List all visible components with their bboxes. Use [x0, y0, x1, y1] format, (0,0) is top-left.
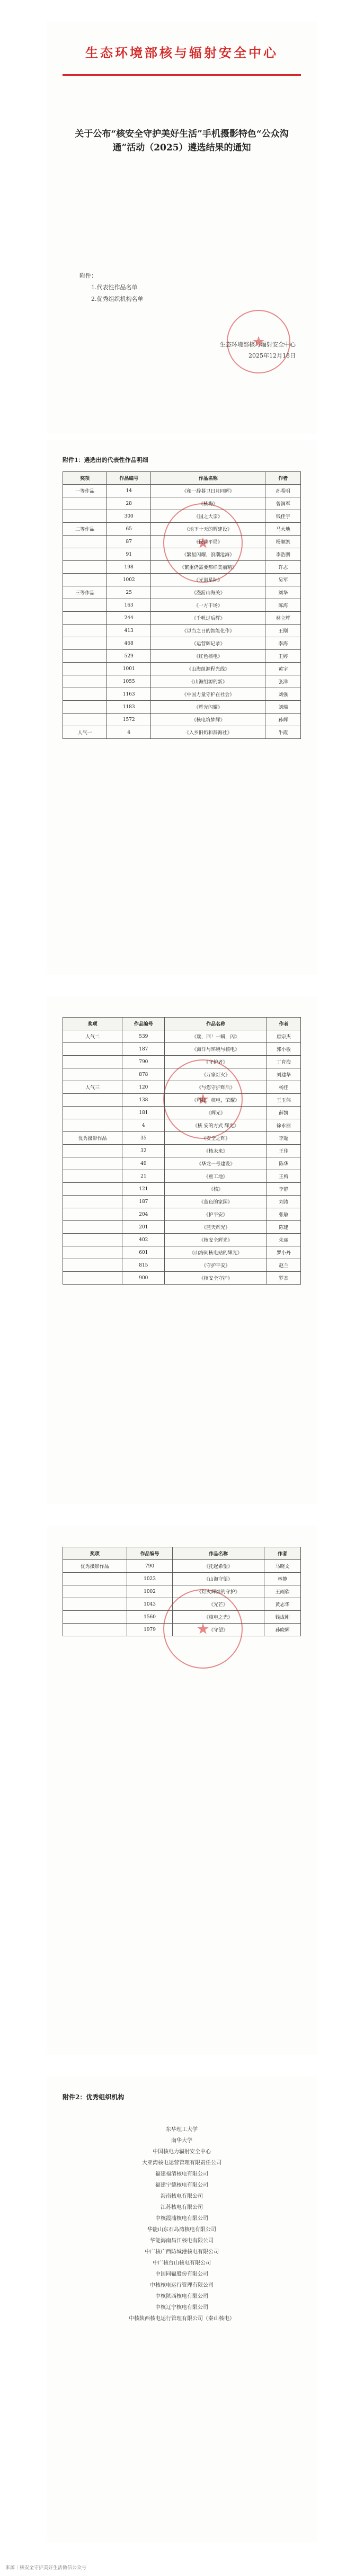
- works-table-2: [63, 1017, 301, 1285]
- col-award: 奖项: [63, 1018, 122, 1030]
- cell-number: 204: [122, 1208, 165, 1221]
- cell-award: [63, 1094, 122, 1107]
- org-item: 华能海南昌江核电有限公司: [150, 2238, 214, 2244]
- col-title: 作品名称: [151, 472, 265, 485]
- table-header-row: [63, 1018, 301, 1030]
- cell-award: [63, 650, 107, 663]
- cell-award: [63, 1585, 127, 1598]
- col-author: 作者: [265, 472, 301, 485]
- cell-title: 《漫游山海关》: [151, 586, 265, 599]
- cell-title: 《核 安的方式 辉光》: [165, 1119, 267, 1132]
- cell-number: 187: [122, 1043, 165, 1056]
- org-item: 中核辽宁核电有限公司: [155, 2305, 208, 2311]
- attachments-list: [79, 270, 144, 305]
- cell-author: 马大地: [265, 523, 301, 536]
- cell-number: 539: [122, 1030, 165, 1043]
- table-row: [63, 637, 301, 650]
- cell-number: 120: [122, 1081, 165, 1094]
- cell-award: [63, 561, 107, 574]
- cell-author: 朱丽: [267, 1234, 300, 1246]
- cell-number: 790: [122, 1056, 165, 1068]
- cell-award: [63, 1598, 127, 1611]
- table-row: [63, 701, 301, 714]
- cell-award: [63, 1068, 122, 1081]
- cell-number: 87: [107, 536, 151, 548]
- cell-title: 《地下十天的辉建设》: [151, 523, 265, 536]
- cell-author: 陈建: [267, 1221, 300, 1234]
- cell-number: 1163: [107, 688, 151, 701]
- table-row: [63, 1560, 301, 1573]
- cell-author: 张敏: [267, 1208, 300, 1221]
- cell-title: 《万家灯火》: [165, 1068, 267, 1081]
- cell-award: [63, 688, 107, 701]
- signature-block: [220, 339, 296, 361]
- org-item: 中广核广西防城港核电有限公司: [145, 2249, 219, 2255]
- cell-title: 《安全之辉》: [165, 1132, 267, 1145]
- table-sheet-3: [47, 1526, 317, 2055]
- cell-award: [63, 1221, 122, 1234]
- table-row: [63, 1221, 301, 1234]
- cell-author: 赵兰: [267, 1259, 300, 1272]
- table-row: [63, 536, 301, 548]
- org-item: 华能山东石岛湾核电有限公司: [147, 2227, 216, 2233]
- cell-award: [63, 663, 107, 675]
- col-author: 作者: [264, 1547, 300, 1560]
- cell-title: 《国之大宗》: [151, 510, 265, 523]
- cell-number: 878: [122, 1068, 165, 1081]
- cell-author: 刘瑞: [265, 701, 301, 714]
- table-row: [63, 586, 301, 599]
- cell-award: 人气二: [63, 1030, 122, 1043]
- cell-author: 吴军: [265, 574, 301, 586]
- table-row: [63, 1208, 301, 1221]
- org-item: 福建宁德核电有限公司: [155, 2182, 208, 2188]
- cell-award: [63, 1043, 122, 1056]
- cell-author: 张洋: [265, 675, 301, 688]
- table-row: [63, 1157, 301, 1170]
- cell-number: 121: [122, 1183, 165, 1196]
- cell-number: 1001: [107, 663, 151, 675]
- table-row: [63, 1624, 301, 1636]
- notice-sheet: [47, 21, 317, 434]
- cell-award: [63, 625, 107, 637]
- col-number: 作品编号: [107, 472, 151, 485]
- cell-award: 一等作品: [63, 485, 107, 497]
- cell-title: 《与您守护辉后》: [165, 1081, 267, 1094]
- table-row: [63, 612, 301, 625]
- cell-number: 244: [107, 612, 151, 625]
- org-item: 东华理工大学: [166, 2127, 198, 2133]
- cell-number: 32: [122, 1145, 165, 1157]
- table-row: [63, 1068, 301, 1081]
- cell-author: 陈华: [267, 1157, 300, 1170]
- attachment-item: 1.代表性作品名单: [91, 284, 138, 291]
- cell-number: 1002: [107, 574, 151, 586]
- table-row: [63, 1170, 301, 1183]
- cell-award: [63, 714, 107, 726]
- cell-title: 《光谱星际》: [151, 574, 265, 586]
- cell-award: [63, 574, 107, 586]
- cell-award: [63, 675, 107, 688]
- cell-award: 三等作品: [63, 586, 107, 599]
- cell-author: 李超: [267, 1132, 300, 1145]
- cell-title: 《蓝天辉光》: [165, 1221, 267, 1234]
- cell-author: 林立辉: [265, 612, 301, 625]
- cell-author: 刘华: [265, 586, 301, 599]
- table-row: [63, 497, 301, 510]
- cell-author: 陈海: [265, 599, 301, 612]
- col-title: 作品名称: [173, 1547, 264, 1560]
- cell-title: 《中国力量守护在社会》: [151, 688, 265, 701]
- table-row: [63, 574, 301, 586]
- cell-author: 罗杰: [267, 1272, 300, 1285]
- table-row: [63, 625, 301, 637]
- cell-award: [63, 1119, 122, 1132]
- cell-number: 402: [122, 1234, 165, 1246]
- cell-number: 65: [107, 523, 151, 536]
- cell-award: 二等作品: [63, 523, 107, 536]
- table-row: [63, 561, 301, 574]
- cell-number: 1560: [127, 1611, 172, 1624]
- orgs-sheet: [47, 2076, 317, 2543]
- org-item: 大亚湾核电运营管理有限责任公司: [142, 2160, 221, 2166]
- cell-author: 曾润军: [265, 497, 301, 510]
- cell-author: 孙辉: [265, 714, 301, 726]
- cell-award: 人气一: [63, 726, 107, 739]
- cell-title: 《灯火辉煌的守护》: [173, 1585, 264, 1598]
- cell-author: 王佳: [267, 1145, 300, 1157]
- source-footer: 来源｜核安全守护美好生活微信公众号: [5, 2565, 87, 2571]
- cell-award: [63, 548, 107, 561]
- table-header-row: [63, 1547, 301, 1560]
- cell-award: [63, 599, 107, 612]
- cell-title: 《千帆过后辉》: [151, 612, 265, 625]
- table-row: [63, 599, 301, 612]
- cell-number: 900: [122, 1272, 165, 1285]
- table-row: [63, 1259, 301, 1272]
- cell-author: 罗小丹: [267, 1246, 300, 1259]
- table-row: [63, 663, 301, 675]
- cell-title: 《重工地》: [165, 1170, 267, 1183]
- table-row: [63, 1094, 301, 1107]
- cell-number: 25: [107, 586, 151, 599]
- cell-title: 《繁重仍需要那样美丽精》: [151, 561, 265, 574]
- cell-number: 49: [122, 1157, 165, 1170]
- cell-title: 《辉光》: [165, 1107, 267, 1119]
- table1-title: 附件1：遴选出的代表性作品明细: [63, 457, 148, 463]
- cell-award: [63, 1183, 122, 1196]
- cell-author: 刘涛: [267, 1196, 300, 1208]
- cell-author: 王梅: [267, 1170, 300, 1183]
- cell-award: [63, 701, 107, 714]
- cell-author: 孙晓辉: [264, 1624, 300, 1636]
- works-table-1-body: [63, 485, 301, 739]
- cell-title: 《核电筑梦辉》: [151, 714, 265, 726]
- signature-date: 2025年12月18日: [248, 352, 296, 359]
- cell-title: 《核电之光》: [173, 1611, 264, 1624]
- cell-title: 《瑞，回！一瞬，闪》: [165, 1030, 267, 1043]
- table-row: [63, 1056, 301, 1068]
- col-award: 奖项: [63, 472, 107, 485]
- cell-title: 《光芒》: [173, 1598, 264, 1611]
- cell-title: 《护平安》: [165, 1208, 267, 1221]
- cell-title: 《华龙一号建设》: [165, 1157, 267, 1170]
- table-row: [63, 675, 301, 688]
- cell-number: 21: [122, 1170, 165, 1183]
- table-row: [63, 523, 301, 536]
- cell-number: 4: [122, 1119, 165, 1132]
- col-number: 作品编号: [127, 1547, 172, 1560]
- table-row: [63, 1611, 301, 1624]
- cell-author: 黄志华: [264, 1598, 300, 1611]
- cell-title: 《和一辞暮卫日月同辉》: [151, 485, 265, 497]
- cell-title: 《山海组源程光线》: [151, 663, 265, 675]
- cell-number: 1043: [127, 1598, 172, 1611]
- table-row: [63, 1573, 301, 1585]
- cell-title: 《守护者》: [165, 1056, 267, 1068]
- cell-number: 35: [122, 1132, 165, 1145]
- works-table-3-body: [63, 1560, 301, 1636]
- cell-author: 王玉伟: [267, 1094, 300, 1107]
- cell-title: 《一方干场》: [151, 599, 265, 612]
- cell-award: [63, 1145, 122, 1157]
- cell-author: 郭小敏: [267, 1043, 300, 1056]
- cell-number: 181: [122, 1107, 165, 1119]
- cell-title: 《山海间核电站的辉光》: [165, 1246, 267, 1259]
- cell-author: 李海: [265, 637, 301, 650]
- cell-award: [63, 510, 107, 523]
- col-number: 作品编号: [122, 1018, 165, 1030]
- cell-author: 丁育海: [267, 1056, 300, 1068]
- cell-title: 《民营平局》: [151, 536, 265, 548]
- org-item: 中广核台山核电有限公司: [153, 2260, 211, 2266]
- cell-award: [63, 1170, 122, 1183]
- cell-number: 300: [107, 510, 151, 523]
- table-row: [63, 1145, 301, 1157]
- cell-title: 《核》: [165, 1183, 267, 1196]
- cell-award: [63, 1107, 122, 1119]
- table-row: [63, 1043, 301, 1056]
- cell-award: [63, 1272, 122, 1285]
- table-row: [63, 714, 301, 726]
- table-row: [63, 1081, 301, 1094]
- cell-award: [63, 536, 107, 548]
- cell-number: 1055: [107, 675, 151, 688]
- cell-author: 钱佳宇: [265, 510, 301, 523]
- cell-number: 14: [107, 485, 151, 497]
- cell-title: 《辉光闪耀》: [151, 701, 265, 714]
- cell-award: 优秀摄影作品: [63, 1132, 122, 1145]
- cell-award: [63, 1573, 127, 1585]
- table-row: [63, 1183, 301, 1196]
- table-row: [63, 1132, 301, 1145]
- cell-author: 王刚: [265, 625, 301, 637]
- cell-author: 王雨欣: [264, 1585, 300, 1598]
- table-header-row: [63, 472, 301, 485]
- table-row: [63, 1107, 301, 1119]
- cell-title: 《红色核电》: [151, 650, 265, 663]
- works-table-2-body: [63, 1030, 301, 1285]
- col-author: 作者: [267, 1018, 300, 1030]
- table-row: [63, 688, 301, 701]
- table-row: [63, 1196, 301, 1208]
- org-item: 中国同辐股份有限公司: [155, 2271, 208, 2277]
- cell-title: 《入乡旧奶和辞海社》: [151, 726, 265, 739]
- cell-number: 815: [122, 1259, 165, 1272]
- table-row: [63, 1246, 301, 1259]
- cell-title: 《海洋与环境与核电》: [165, 1043, 267, 1056]
- table-row: [63, 485, 301, 497]
- cell-title: 《山海守望》: [173, 1573, 264, 1585]
- cell-author: 薛凯: [267, 1107, 300, 1119]
- org-item: 南华大学: [171, 2138, 192, 2144]
- cell-number: 201: [122, 1221, 165, 1234]
- letterhead-rule: [63, 74, 301, 76]
- orgs-heading: 附件2：优秀组织机构: [63, 2093, 125, 2101]
- cell-number: 198: [107, 561, 151, 574]
- cell-award: [63, 1246, 122, 1259]
- cell-author: 王婷: [265, 650, 301, 663]
- cell-title: 《核未来》: [165, 1145, 267, 1157]
- table-row: [63, 1119, 301, 1132]
- cell-author: 马晓文: [264, 1560, 300, 1573]
- cell-author: 杨顺凯: [265, 536, 301, 548]
- cell-title: 《以当之日的智能化作》: [151, 625, 265, 637]
- cell-author: 唐宗杰: [267, 1030, 300, 1043]
- cell-author: 孙希明: [265, 485, 301, 497]
- org-item: 中核陕西核电有限公司: [155, 2294, 208, 2299]
- cell-title: 《蓝色的家园》: [165, 1196, 267, 1208]
- table-row: [63, 726, 301, 739]
- table-row: [63, 510, 301, 523]
- cell-number: 1002: [127, 1585, 172, 1598]
- col-award: 奖项: [63, 1547, 127, 1560]
- table-row: [63, 1030, 301, 1043]
- cell-number: 1572: [107, 714, 151, 726]
- org-item: 中核核电运行管理有限公司: [150, 2283, 214, 2288]
- cell-title: 《科技，核电，荣耀》: [165, 1094, 267, 1107]
- cell-author: 刘强: [265, 688, 301, 701]
- org-item: 中核陕西核电运行管理有限公司（秦山核电）: [129, 2316, 235, 2322]
- col-title: 作品名称: [165, 1018, 267, 1030]
- cell-author: 林静: [264, 1573, 300, 1585]
- cell-number: 413: [107, 625, 151, 637]
- cell-award: [63, 1259, 122, 1272]
- attachments-heading: 附件：: [79, 272, 97, 279]
- cell-title: 《核梅》: [151, 497, 265, 510]
- signature-org: 生态环境部核与辐射安全中心: [220, 341, 296, 348]
- cell-author: 许志: [265, 561, 301, 574]
- works-table-1: [63, 471, 301, 739]
- cell-author: 徐永丽: [267, 1119, 300, 1132]
- notice-title: 关于公布“核安全守护美好生活”手机摄影特色“公众沟通”活动（2025）遴选结果的通知: [75, 129, 289, 153]
- cell-number: 163: [107, 599, 151, 612]
- cell-title: 《托起希望》: [173, 1560, 264, 1573]
- org-item: 中核霞浦核电有限公司: [155, 2216, 208, 2222]
- cell-author: 钱成刚: [264, 1611, 300, 1624]
- table-row: [63, 1234, 301, 1246]
- cell-award: [63, 1157, 122, 1170]
- cell-number: 601: [122, 1246, 165, 1259]
- org-item: 福建福清核电有限公司: [155, 2171, 208, 2177]
- cell-award: [63, 497, 107, 510]
- cell-author: 刘建华: [267, 1068, 300, 1081]
- table-row: [63, 548, 301, 561]
- cell-title: 《守望》: [173, 1624, 264, 1636]
- cell-award: [63, 637, 107, 650]
- works-table-3: [63, 1547, 301, 1636]
- table-row: [63, 1598, 301, 1611]
- org-item: 中国核电力辐射安全中心: [153, 2149, 211, 2155]
- cell-number: 790: [127, 1560, 172, 1573]
- cell-number: 1183: [107, 701, 151, 714]
- cell-number: 4: [107, 726, 151, 739]
- cell-number: 468: [107, 637, 151, 650]
- cell-title: 《运营辉记录》: [151, 637, 265, 650]
- org-item: 海南核电有限公司: [161, 2194, 203, 2199]
- cell-number: 529: [107, 650, 151, 663]
- attachment-item: 2.优秀组织机构名单: [91, 296, 144, 302]
- cell-author: 李浩鹏: [265, 548, 301, 561]
- cell-award: [63, 1196, 122, 1208]
- cell-number: 138: [122, 1094, 165, 1107]
- cell-number: 1023: [127, 1573, 172, 1585]
- letterhead: 生态环境部核与辐射安全中心: [85, 45, 278, 60]
- cell-award: [63, 1624, 127, 1636]
- cell-author: 牛霞: [265, 726, 301, 739]
- cell-author: 黄宇: [265, 663, 301, 675]
- cell-award: [63, 1056, 122, 1068]
- cell-title: 《繁星闪耀，浪潮沧海》: [151, 548, 265, 561]
- cell-award: [63, 1234, 122, 1246]
- cell-award: 人气三: [63, 1081, 122, 1094]
- cell-award: [63, 1208, 122, 1221]
- cell-author: 杨佳: [267, 1081, 300, 1094]
- cell-number: 1979: [127, 1624, 172, 1636]
- cell-title: 《山海组源的新》: [151, 675, 265, 688]
- cell-award: 优秀摄影作品: [63, 1560, 127, 1573]
- table-row: [63, 650, 301, 663]
- cell-number: 28: [107, 497, 151, 510]
- table-row: [63, 1585, 301, 1598]
- cell-title: 《核安全守护》: [165, 1272, 267, 1285]
- cell-number: 91: [107, 548, 151, 561]
- cell-award: [63, 1611, 127, 1624]
- cell-author: 李静: [267, 1183, 300, 1196]
- cell-title: 《守护平安》: [165, 1259, 267, 1272]
- cell-award: [63, 612, 107, 625]
- table-row: [63, 1272, 301, 1285]
- table-sheet-2: [47, 996, 317, 1504]
- table-sheet-1: [47, 440, 317, 975]
- orgs-list: [47, 2124, 317, 2324]
- cell-number: 187: [122, 1196, 165, 1208]
- org-item: 江苏核电有限公司: [161, 2205, 203, 2210]
- cell-title: 《核安全辉光》: [165, 1234, 267, 1246]
